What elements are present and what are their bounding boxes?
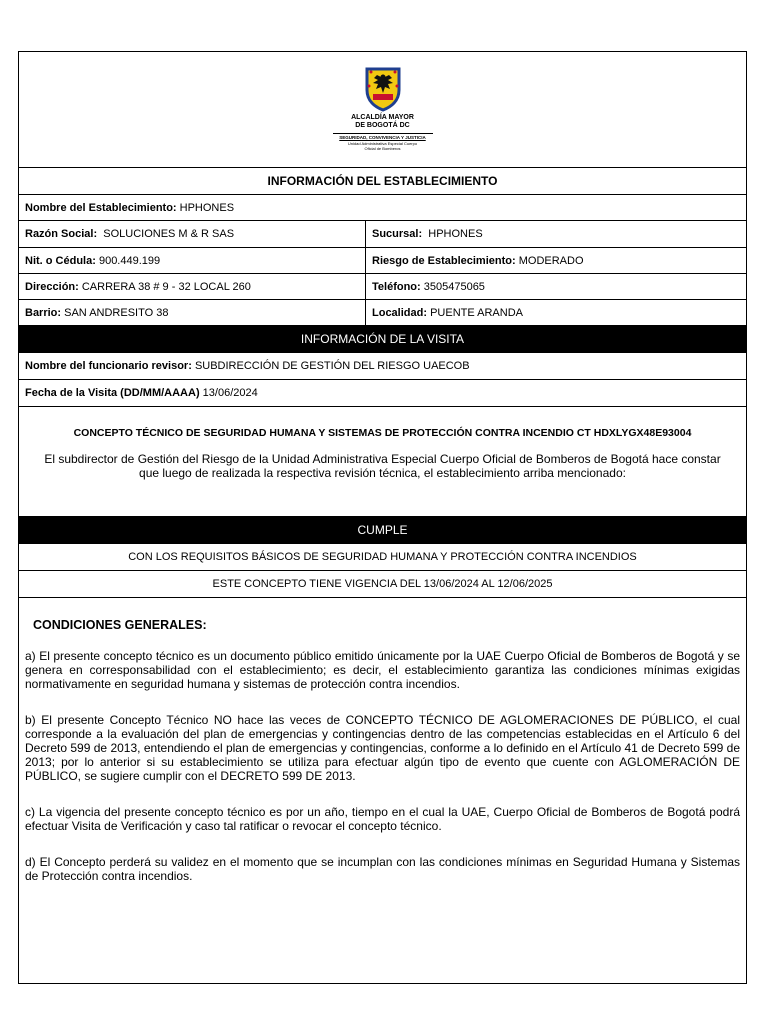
header bbox=[19, 52, 746, 168]
visit-section-title: INFORMACIÓN DE LA VISITA bbox=[19, 326, 746, 353]
bogota-coat-of-arms-icon bbox=[363, 66, 403, 112]
nit-value: 900.449.199 bbox=[98, 254, 161, 267]
direccion-label: Dirección: bbox=[25, 280, 79, 293]
condition-a: a) El presente concepto técnico es un documento público emitido únicamente por la UAE Cuerpo Oficial de Bomberos de Bogotá y se genera en corresponsabilidad con el establecimiento; es decir, el establecimiento garantiza las condiciones mínimas exigidas normativamente en seguridad humana y sistemas de protección contra incendios. bbox=[25, 649, 740, 691]
direccion-telefono-row bbox=[19, 274, 746, 300]
visit-date-row bbox=[19, 380, 746, 407]
logo-entity-line1: Unidad Administrativa Especial Cuerpo bbox=[347, 141, 418, 146]
razon-social-label: Razón Social: bbox=[25, 228, 98, 240]
establishment-section-title: INFORMACIÓN DEL ESTABLECIMIENTO bbox=[19, 168, 746, 195]
barrio-value: SAN ANDRESITO 38 bbox=[64, 306, 169, 319]
logo-divider bbox=[333, 133, 433, 134]
logo-entity-line2: Oficial de Bomberos bbox=[364, 146, 401, 151]
localidad-value: PUENTE ARANDA bbox=[430, 306, 523, 319]
riesgo-label: Riesgo de Establecimiento: bbox=[372, 254, 516, 267]
nit-label: Nit. o Cédula: bbox=[25, 254, 96, 267]
alcaldia-logo bbox=[19, 66, 746, 151]
certificate-document bbox=[18, 51, 747, 984]
localidad-label: Localidad: bbox=[372, 306, 428, 319]
razon-sucursal-row bbox=[19, 221, 746, 248]
revisor-row bbox=[19, 353, 746, 380]
general-conditions bbox=[19, 598, 746, 883]
sucursal-value: HPHONES bbox=[428, 228, 483, 240]
telefono-label: Teléfono: bbox=[372, 280, 421, 293]
riesgo-value: MODERADO bbox=[518, 254, 584, 267]
establishment-name-row bbox=[19, 195, 746, 221]
sucursal-label: Sucursal: bbox=[372, 228, 423, 240]
revisor-value: SUBDIRECCIÓN DE GESTIÓN DEL RIESGO UAECOB bbox=[194, 360, 470, 372]
revisor-label: Nombre del funcionario revisor: bbox=[25, 360, 192, 372]
visit-date-label: Fecha de la Visita (DD/MM/AAAA) bbox=[25, 387, 200, 399]
telefono-value: 3505475065 bbox=[423, 280, 485, 293]
condition-d: d) El Concepto perderá su validez en el momento que se incumplan con las condiciones mínimas en Seguridad Humana y Sistemas de Protección contra incendios. bbox=[25, 855, 740, 883]
razon-social-value: SOLUCIONES M & R SAS bbox=[103, 228, 235, 240]
direccion-value: CARRERA 38 # 9 - 32 LOCAL 260 bbox=[81, 280, 251, 293]
concept-title: CONCEPTO TÉCNICO DE SEGURIDAD HUMANA Y SISTEMAS DE PROTECCIÓN CONTRA INCENDIO CT HDXLYGX48E93004 bbox=[73, 427, 692, 439]
status-banner: CUMPLE bbox=[19, 517, 746, 544]
concept-statement: El subdirector de Gestión del Riesgo de la Unidad Administrativa Especial Cuerpo Oficial de Bomberos de Bogotá hace constar que luego de realizada la respectiva revisión técnica, el establecimiento arriba mencionado: bbox=[44, 452, 721, 480]
requirements-row: CON LOS REQUISITOS BÁSICOS DE SEGURIDAD HUMANA Y PROTECCIÓN CONTRA INCENDIOS bbox=[19, 544, 746, 571]
logo-title-line2: DE BOGOTÁ DC bbox=[355, 122, 410, 129]
condition-c: c) La vigencia del presente concepto técnico es por un año, tiempo en el cual la UAE, Cuerpo Oficial de Bomberos de Bogotá podrá efectuar Visita de Verificación y caso tal ratificar o revocar el concepto técnico. bbox=[25, 805, 740, 833]
concept-section bbox=[19, 407, 746, 517]
barrio-localidad-row bbox=[19, 300, 746, 326]
condition-b: b) El presente Concepto Técnico NO hace las veces de CONCEPTO TÉCNICO DE AGLOMERACIONES DE PÚBLICO, el cual corresponde a la evaluación del plan de emergencias y contingencias dentro de las competencias establecidas en el Artículo 6 del Decreto 599 de 2013, entendiendo el plan de emergencias y contingencias, conforme a lo definido en el Artículo 41 de Decreto 599 de 2013; por lo anterior si su establecimiento se utiliza para efectuar algún tipo de evento que cuente con AGLOMERACIÓN DE PÚBLICO, se sugiere cumplir con el DECRETO 599 DE 2013. bbox=[25, 713, 740, 783]
conditions-title: CONDICIONES GENERALES: bbox=[33, 618, 207, 632]
establishment-name-value: HPHONES bbox=[179, 201, 235, 214]
nit-riesgo-row bbox=[19, 248, 746, 274]
visit-date-value: 13/06/2024 bbox=[202, 387, 258, 399]
logo-title-line1: ALCALDÍA MAYOR bbox=[351, 114, 414, 121]
logo-sector: SEGURIDAD, CONVIVENCIA Y JUSTICIA bbox=[339, 135, 426, 140]
barrio-label: Barrio: bbox=[25, 306, 62, 319]
establishment-name-label: Nombre del Establecimiento: bbox=[25, 201, 177, 214]
validity-row: ESTE CONCEPTO TIENE VIGENCIA DEL 13/06/2024 AL 12/06/2025 bbox=[19, 571, 746, 598]
